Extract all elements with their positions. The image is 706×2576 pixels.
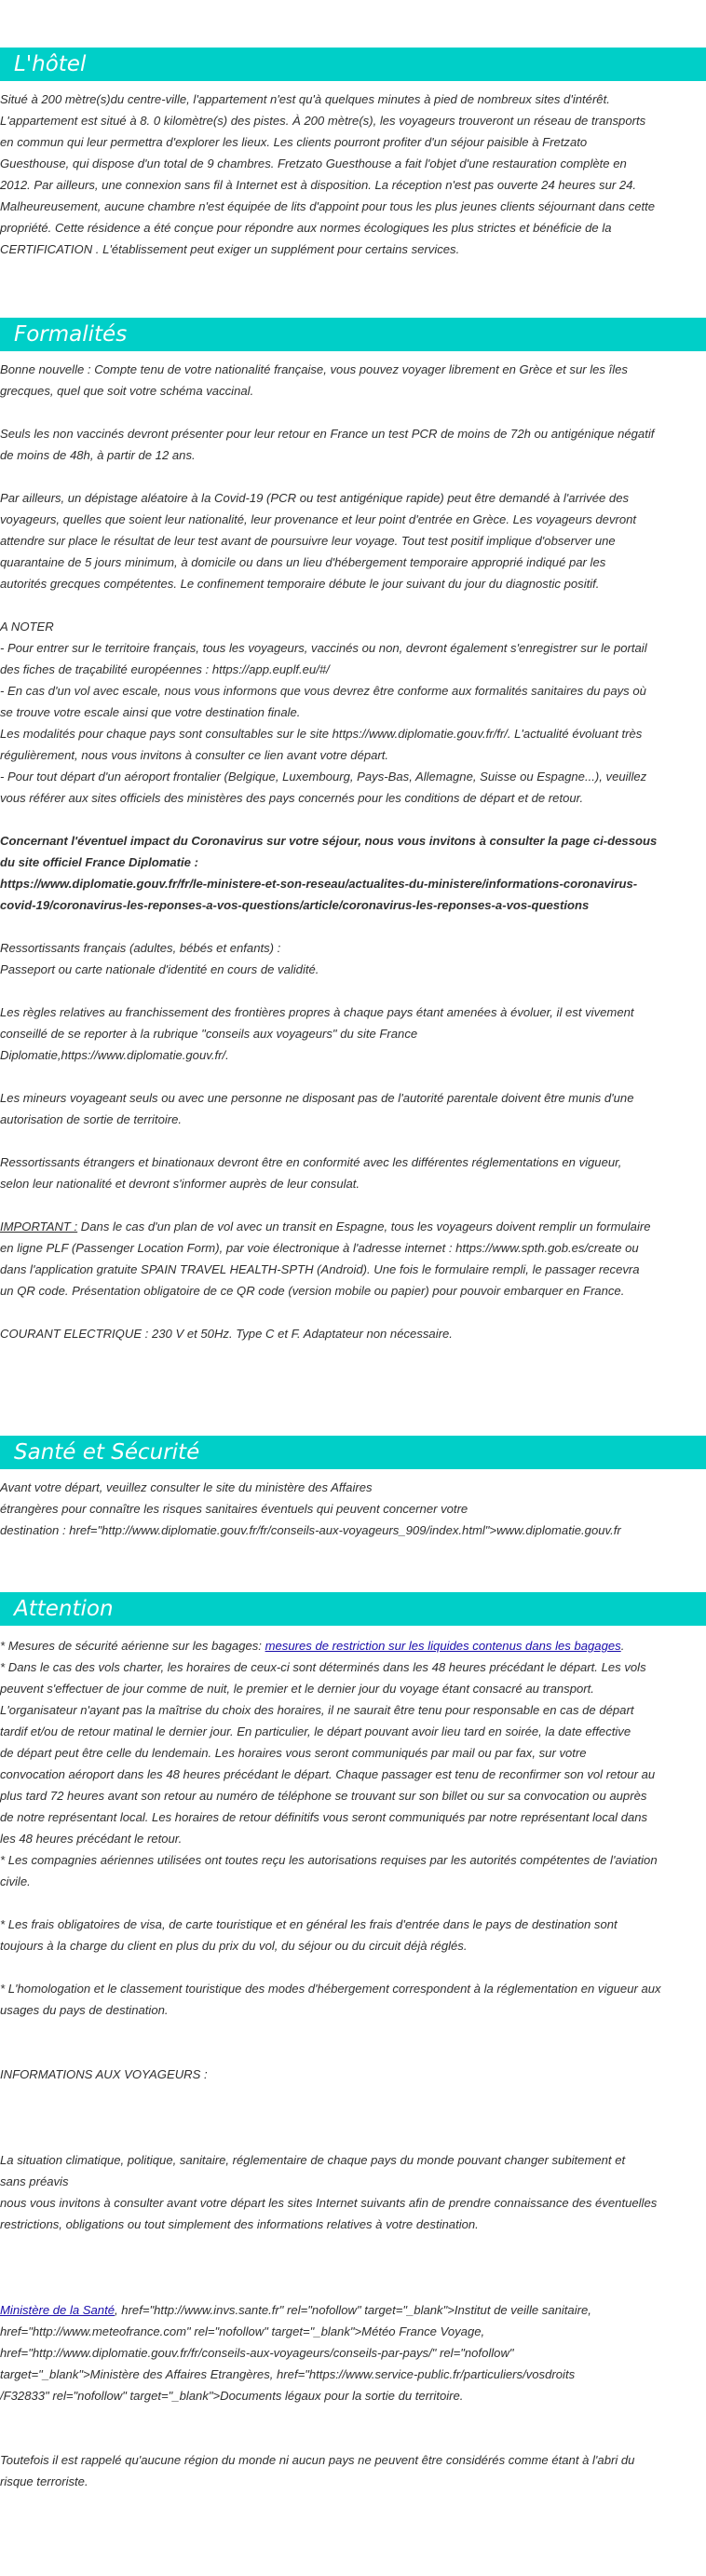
- climate-line: restrictions, obligations ou tout simplement des informations relatives à votre destination.: [0, 2217, 479, 2231]
- terror-line: Toutefois il est rappelé qu'aucune région du monde ni aucun pays ne peuvent être considérés comme étant à l'abri du: [0, 2453, 635, 2467]
- formalites-line: Passeport ou carte nationale d'identité en cours de validité.: [0, 962, 319, 976]
- formalites-line: Diplomatie,https://www.diplomatie.gouv.fr/.: [0, 1048, 229, 1062]
- coronavirus-notice-line: du site officiel France Diplomatie :: [0, 855, 198, 869]
- attention-line: * Dans le cas des vols charter, les horaires de ceux-ci sont déterminés dans les 48 heures précédant le départ. Les vols: [0, 1660, 646, 1674]
- formalites-line: Les règles relatives au franchissement des frontières propres à chaque pays étant amenées à évoluer, il est vivement: [0, 1005, 634, 1019]
- attention-line: de départ peut être celle du lendemain. Les horaires vous seront communiqués par mail ou par fax, sur votre: [0, 1746, 587, 1760]
- formalites-line: de moins de 48h, à partir de 12 ans.: [0, 448, 196, 462]
- ministry-line: href="http://www.meteofrance.com" rel="nofollow" target="_blank">Météo France Voyage,: [0, 2324, 485, 2338]
- attention-line: tardif et/ou de retour matinal le dernier jour. En particulier, le départ pouvant avoir lieu tard en soirée, la date effective: [0, 1724, 631, 1738]
- ministry-line: target="_blank">Ministère des Affaires Etrangères, href="https://www.service-public.fr/particuliers/vosdroits: [0, 2367, 576, 2381]
- formalites-line: - Pour entrer sur le territoire français, tous les voyageurs, vaccinés ou non, devront également s'enregistrer sur le portail: [0, 641, 647, 655]
- formalites-line: grecques, quel que soit votre schéma vaccinal.: [0, 384, 254, 398]
- hotel-line: CERTIFICATION . L'établissement peut exiger un supplément pour certains services.: [0, 242, 460, 256]
- formalites-line: Bonne nouvelle : Compte tenu de votre nationalité française, vous pouvez voyager librement en Grèce et sur les îles: [0, 362, 628, 376]
- coronavirus-url-line: https://www.diplomatie.gouv.fr/fr/le-ministere-et-son-reseau/actualites-du-ministere/informations-coronavirus-: [0, 877, 638, 891]
- liquid-restriction-link[interactable]: mesures de restriction sur les liquides contenus dans les bagages: [265, 1639, 621, 1653]
- ministry-line: [0, 2299, 706, 2321]
- coronavirus-notice-line: Concernant l'éventuel impact du Coronavirus sur votre séjour, nous vous invitons à consulter la page ci-dessous: [0, 834, 658, 848]
- formalites-line: Ressortissants étrangers et binationaux devront être en conformité avec les différentes réglementations en vigueur,: [0, 1155, 622, 1169]
- formalites-line: attendre sur place le résultat de leur test avant de poursuivre leur voyage. Tout test positif implique d'observer une: [0, 534, 616, 548]
- hotel-line: en commun qui leur permettra d'explorer les lieux. Les clients pourront profiter d'un séjour paisible à Fretzato: [0, 135, 588, 149]
- hotel-section-header: [0, 48, 706, 81]
- formalites-line: régulièrement, nous vous invitons à consulter ce lien avant votre départ.: [0, 748, 389, 762]
- hotel-line: L'appartement est situé à 8. 0 kilomètre(s) des pistes. À 200 mètre(s), les voyageurs trouveront un réseau de transports: [0, 114, 646, 128]
- formalites-line: Les mineurs voyageant seuls ou avec une personne ne disposant pas de l'autorité parentale doivent être munis d'une: [0, 1091, 634, 1105]
- electric-info: COURANT ELECTRIQUE : 230 V et 50Hz. Type C et F. Adaptateur non nécessaire.: [0, 1327, 453, 1341]
- sante-line: Avant votre départ, veuillez consulter le site du ministère des Affaires: [0, 1480, 373, 1494]
- formalites-section-header: [0, 318, 706, 351]
- formalites-line: quarantaine de 5 jours minimum, à domicile ou dans un lieu d'hébergement temporaire approprié indiqué par les: [0, 555, 606, 569]
- visa-line: * Les frais obligatoires de visa, de carte touristique et en général les frais d'entrée dans le pays de destination sont: [0, 1917, 618, 1931]
- visa-line: toujours à la charge du client en plus du prix du vol, du séjour ou du circuit déjà réglés.: [0, 1939, 468, 1953]
- formalites-line: autorités grecques compétentes. Le confinement temporaire débute le jour suivant du jour du diagnostic positif.: [0, 577, 600, 591]
- climate-line: nous vous invitons à consulter avant votre départ les sites Internet suivants afin de prendre connaissance des éventuelles: [0, 2196, 658, 2210]
- terror-line: risque terroriste.: [0, 2474, 88, 2488]
- sante-content: [0, 1477, 706, 1541]
- ministry-line: href="http://www.diplomatie.gouv.fr/fr/conseils-aux-voyageurs/conseils-par-pays/" rel="nofollow": [0, 2346, 514, 2360]
- baggage-security-line: [0, 1635, 706, 1656]
- climate-line: sans préavis: [0, 2174, 69, 2188]
- important-line: dans l'application gratuite SPAIN TRAVEL HEALTH-SPTH (Android). Une fois le formulaire rempli, le passager recevra: [0, 1262, 640, 1276]
- important-line: un QR code. Présentation obligatoire de ce QR code (version mobile ou papier) pour pouvoir embarquer en France.: [0, 1284, 625, 1298]
- climate-line: La situation climatique, politique, sanitaire, réglementaire de chaque pays du monde pouvant changer subitement et: [0, 2153, 626, 2167]
- important-label: IMPORTANT :: [0, 1220, 78, 1233]
- sante-title: Santé et Sécurité: [14, 1440, 200, 1465]
- hotel-line: Guesthouse, qui dispose d'un total de 9 chambres. Fretzato Guesthouse a fait l'objet d'une restauration complète en: [0, 157, 627, 170]
- coronavirus-url-line: covid-19/coronavirus-les-reponses-a-vos-questions/article/coronavirus-les-reponses-a-vos-questions: [0, 898, 590, 912]
- attention-line: convocation aéroport dans les 48 heures précédant le départ. Chaque passager est tenu de reconfirmer son vol retour au: [0, 1767, 656, 1781]
- important-line: [0, 1216, 706, 1237]
- attention-line: les 48 heures précédant le retour.: [0, 1832, 183, 1846]
- homologation-line: * L'homologation et le classement touristique des modes d'hébergement correspondent à la réglementation en vigueur aux: [0, 1982, 661, 1996]
- formalites-line: selon leur nationalité et devront s'informer auprès de leur consulat.: [0, 1177, 360, 1191]
- formalites-line: - Pour tout départ d'un aéroport frontalier (Belgique, Luxembourg, Pays-Bas, Allemagne, Suisse ou Espagne...), veuillez: [0, 770, 647, 784]
- formalites-line: Par ailleurs, un dépistage aléatoire à la Covid-19 (PCR ou test antigénique rapide) peut être demandé à l'arrivée des: [0, 491, 630, 505]
- attention-section-header: [0, 1592, 706, 1626]
- formalites-line: - En cas d'un vol avec escale, nous vous informons que vous devrez être conforme aux formalités sanitaires du pays où: [0, 684, 646, 698]
- hotel-line: propriété. Cette résidence a été conçue pour répondre aux normes écologiques les plus strictes et bénéficie de la: [0, 221, 612, 235]
- hotel-title: L'hôtel: [14, 52, 87, 76]
- hotel-line: Situé à 200 mètre(s)du centre-ville, l'appartement n'est qu'à quelques minutes à pied de nombreux sites d'intérêt.: [0, 92, 610, 106]
- important-text: Dans le cas d'un plan de vol avec un transit en Espagne, tous les voyageurs doivent remplir un formulaire: [77, 1220, 651, 1233]
- sante-line: étrangères pour connaître les risques sanitaires éventuels qui peuvent concerner votre: [0, 1502, 468, 1516]
- attention-content: [0, 1635, 706, 2492]
- homologation-line: usages du pays de destination.: [0, 2003, 169, 2017]
- ministry-line: /F32833" rel="nofollow" target="_blank">Documents légaux pour la sortie du territoire.: [0, 2389, 464, 2403]
- formalites-line: Seuls les non vaccinés devront présenter pour leur retour en France un test PCR de moins de 72h ou antigénique négatif: [0, 427, 655, 441]
- ministry-rest: , href="http://www.invs.sante.fr" rel="nofollow" target="_blank">Institut de veille sanitaire,: [115, 2303, 591, 2317]
- formalites-line: autorisation de sortie de territoire.: [0, 1112, 183, 1126]
- formalites-title: Formalités: [14, 322, 128, 347]
- formalites-line: vous référer aux sites officiels des ministères des pays concernés pour les conditions de départ et de retour.: [0, 791, 584, 805]
- formalites-line: voyageurs, quelles que soient leur nationalité, leur provenance et leur point d'entrée en Grèce. Les voyageurs devront: [0, 512, 637, 526]
- formalites-line: Ressortissants français (adultes, bébés et enfants) :: [0, 941, 281, 955]
- attention-title: Attention: [14, 1597, 114, 1621]
- attention-line: * Les compagnies aériennes utilisées ont toutes reçu les autorisations requises par les autorités compétentes de l'aviation: [0, 1853, 658, 1867]
- formalites-line: Les modalités pour chaque pays sont consultables sur le site https://www.diplomatie.gouv.fr/fr/. L'actualité évoluant très: [0, 727, 643, 741]
- baggage-security-suffix: .: [620, 1639, 625, 1653]
- sante-line: destination : href="http://www.diplomatie.gouv.fr/fr/conseils-aux-voyageurs_909/index.html">www.diplomatie.gouv.fr: [0, 1523, 621, 1537]
- ministere-sante-link[interactable]: Ministère de la Santé: [0, 2303, 115, 2317]
- info-voyageurs-heading: INFORMATIONS AUX VOYAGEURS :: [0, 2067, 208, 2081]
- baggage-security-prefix: * Mesures de sécurité aérienne sur les bagages:: [0, 1639, 265, 1653]
- attention-line: civile.: [0, 1874, 31, 1888]
- attention-line: peuvent s'effectuer de jour comme de nuit, le premier et le dernier jour du voyage étant consacré au transport.: [0, 1682, 594, 1696]
- hotel-line: Malheureusement, aucune chambre n'est équipée de lits d'appoint pour tous les plus jeunes clients séjournant dans cette: [0, 199, 656, 213]
- attention-line: plus tard 72 heures avant son retour au numéro de téléphone se trouvant sur son billet ou sur sa convocation ou auprès: [0, 1789, 647, 1803]
- formalites-line: conseillé de se reporter à la rubrique "conseils aux voyageurs" du site France: [0, 1027, 418, 1041]
- important-line: en ligne PLF (Passenger Location Form), par voie électronique à l'adresse internet : https://www.spth.gob.es/create ou: [0, 1241, 639, 1255]
- attention-line: L'organisateur n'ayant pas la maîtrise du choix des horaires, il ne saurait être tenu pour responsable en cas de départ: [0, 1703, 634, 1717]
- sante-section-header: [0, 1436, 706, 1469]
- formalites-line: se trouve votre escale ainsi que votre destination finale.: [0, 705, 301, 719]
- a-noter-heading: A NOTER: [0, 620, 54, 634]
- formalites-line: des fiches de traçabilité européennes : https://app.euplf.eu/#/: [0, 662, 330, 676]
- hotel-line: 2012. Par ailleurs, une connexion sans fil à Internet est à disposition. La réception n'est pas ouverte 24 heures sur 24.: [0, 178, 637, 192]
- attention-line: de notre représentant local. Les horaires de retour définitifs vous seront communiqués par notre représentant local dans: [0, 1810, 648, 1824]
- hotel-description: [0, 89, 706, 260]
- formalites-content: [0, 359, 706, 1344]
